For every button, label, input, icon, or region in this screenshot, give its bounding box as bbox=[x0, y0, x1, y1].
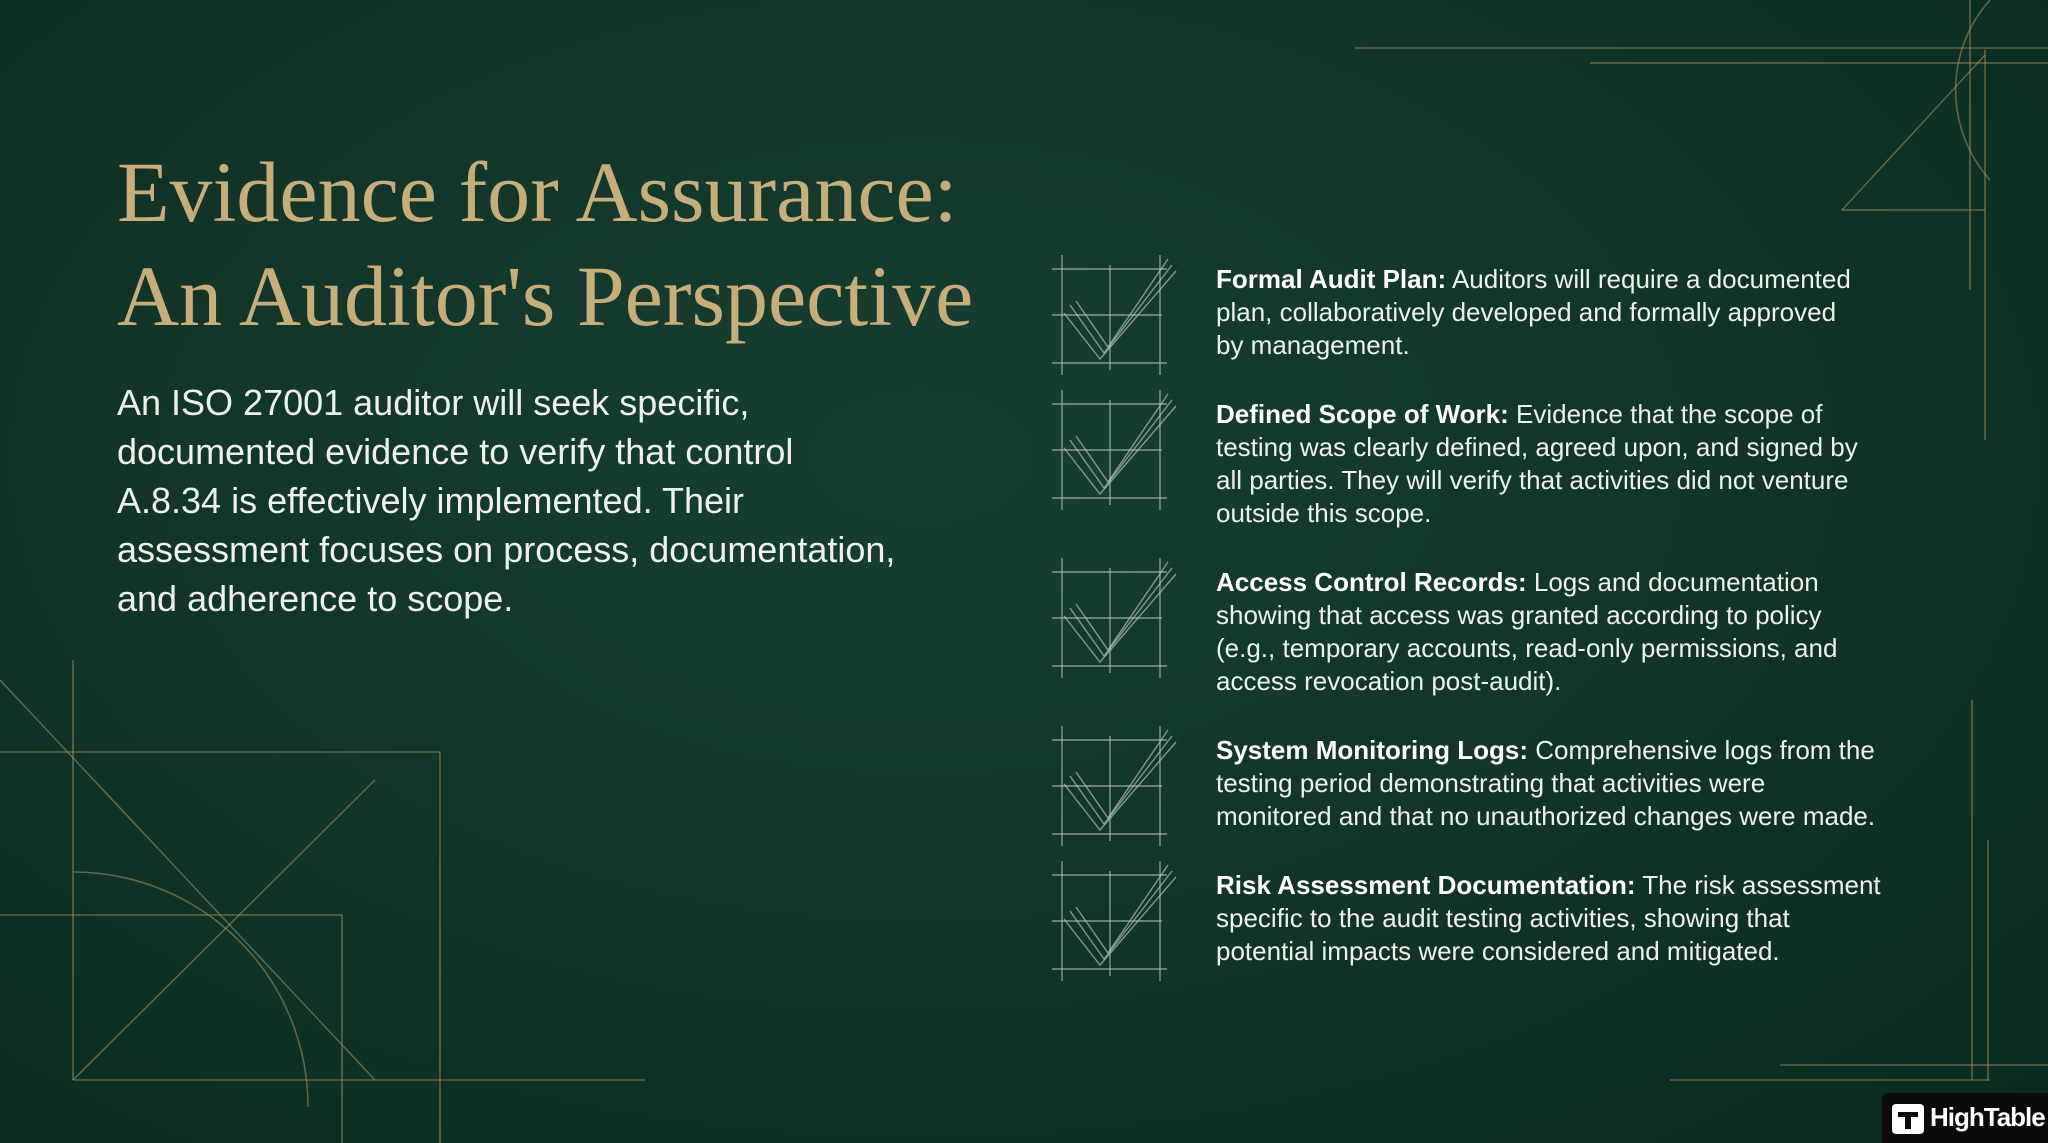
evidence-item-text bbox=[1216, 566, 1956, 698]
hightable-logo-icon bbox=[1892, 1104, 1924, 1134]
checkmark-grid-icon bbox=[1052, 726, 1182, 846]
evidence-item-line: by management. bbox=[1216, 330, 1410, 360]
evidence-item-heading: Defined Scope of Work: bbox=[1216, 399, 1509, 429]
evidence-item-line: Comprehensive logs from the bbox=[1528, 735, 1875, 765]
evidence-item-line: Logs and documentation bbox=[1526, 567, 1819, 597]
evidence-item-line: specific to the audit testing activities, showing that bbox=[1216, 903, 1790, 933]
evidence-item-line: monitored and that no unauthorized changes were made. bbox=[1216, 801, 1876, 831]
intro-line: A.8.34 is effectively implemented. Their bbox=[117, 480, 744, 521]
evidence-item-text bbox=[1216, 869, 1956, 968]
intro-line: documented evidence to verify that control bbox=[117, 431, 794, 472]
evidence-item-heading: Formal Audit Plan: bbox=[1216, 264, 1447, 294]
checkmark-grid-icon bbox=[1052, 558, 1182, 678]
evidence-item-line: plan, collaboratively developed and formally approved bbox=[1216, 297, 1837, 327]
evidence-item-heading: System Monitoring Logs: bbox=[1216, 735, 1528, 765]
evidence-item-system-monitoring-logs bbox=[1052, 726, 1952, 846]
evidence-item-line: Auditors will require a documented bbox=[1446, 264, 1851, 294]
evidence-item-line: access revocation post-audit). bbox=[1216, 666, 1562, 696]
hightable-logo bbox=[1882, 1093, 2048, 1143]
page-title bbox=[117, 140, 1017, 348]
evidence-item-defined-scope-of-work bbox=[1052, 390, 1952, 528]
evidence-item-line: The risk assessment bbox=[1635, 870, 1881, 900]
evidence-item-risk-assessment-documentation bbox=[1052, 861, 1952, 981]
intro-line: and adherence to scope. bbox=[117, 578, 514, 619]
checkmark-grid-icon bbox=[1052, 861, 1182, 981]
evidence-item-line: outside this scope. bbox=[1216, 498, 1432, 528]
intro-paragraph bbox=[117, 378, 977, 623]
evidence-item-line: testing was clearly defined, agreed upon, and signed by bbox=[1216, 432, 1858, 462]
evidence-item-text bbox=[1216, 263, 1956, 362]
title-line-1: Evidence for Assurance: bbox=[117, 144, 958, 240]
evidence-item-formal-audit-plan bbox=[1052, 255, 1952, 375]
evidence-item-line: Evidence that the scope of bbox=[1508, 399, 1823, 429]
evidence-item-access-control-records bbox=[1052, 558, 1952, 696]
brand-name: HighTable bbox=[1930, 1102, 2045, 1132]
checkmark-grid-icon bbox=[1052, 255, 1182, 375]
checkmark-grid-icon bbox=[1052, 390, 1182, 510]
evidence-item-line: all parties. They will verify that activities did not venture bbox=[1216, 465, 1849, 495]
evidence-item-line: showing that access was granted according to policy bbox=[1216, 600, 1822, 630]
evidence-item-heading: Access Control Records: bbox=[1216, 567, 1527, 597]
evidence-item-line: (e.g., temporary accounts, read-only permissions, and bbox=[1216, 633, 1838, 663]
evidence-item-line: testing period demonstrating that activities were bbox=[1216, 768, 1766, 798]
title-line-2: An Auditor's Perspective bbox=[117, 248, 974, 344]
evidence-item-text bbox=[1216, 398, 1956, 530]
evidence-item-heading: Risk Assessment Documentation: bbox=[1216, 870, 1636, 900]
intro-line: An ISO 27001 auditor will seek specific, bbox=[117, 382, 750, 423]
intro-line: assessment focuses on process, documentation, bbox=[117, 529, 896, 570]
evidence-item-text bbox=[1216, 734, 1956, 833]
evidence-item-line: potential impacts were considered and mitigated. bbox=[1216, 936, 1780, 966]
